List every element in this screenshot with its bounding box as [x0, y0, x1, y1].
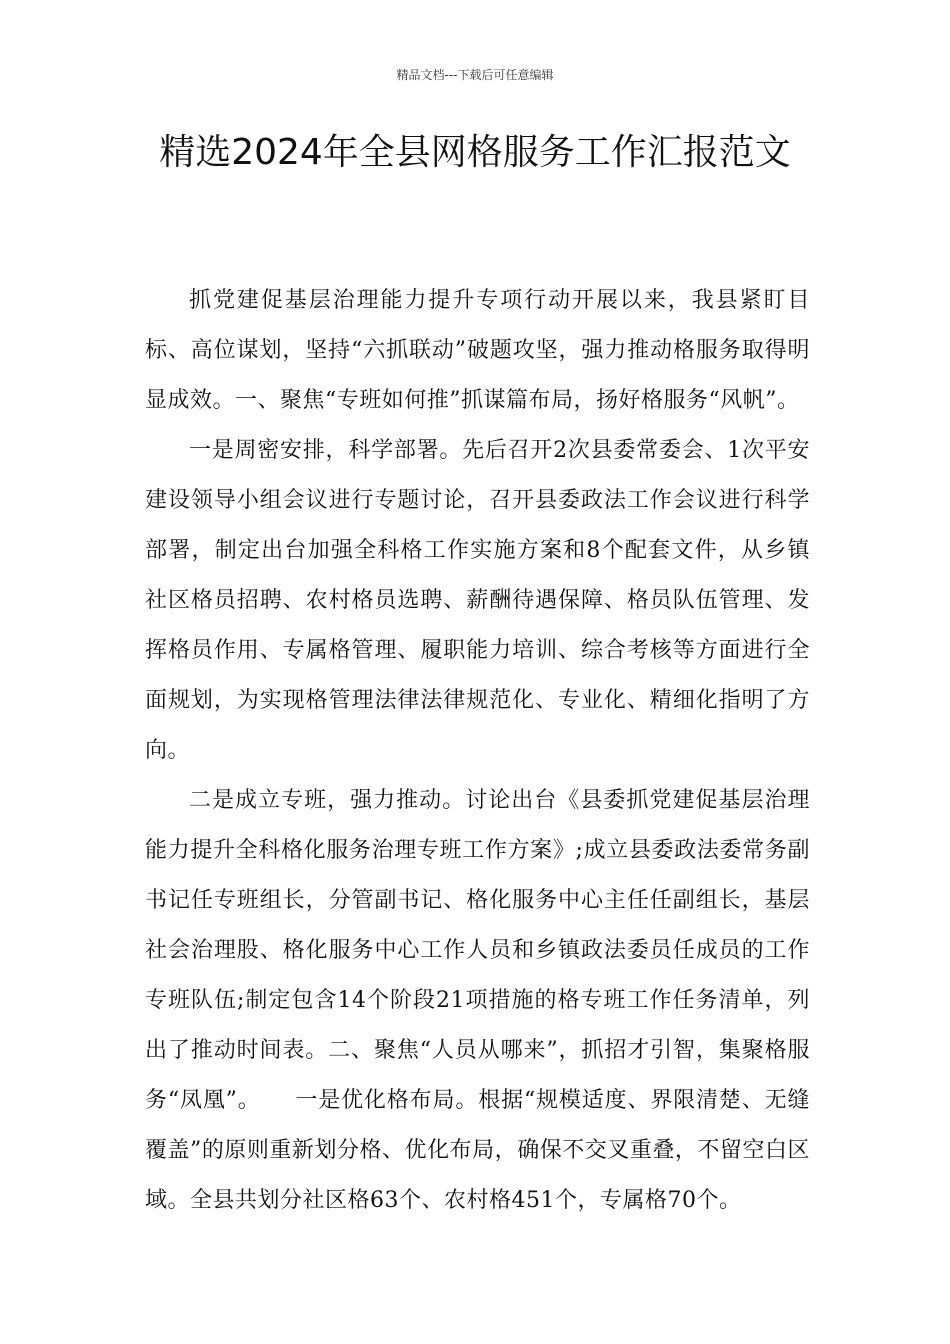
- paragraph-1: 抓党建促基层治理能力提升专项行动开展以来，我县紧盯目标、高位谋划，坚持“六抓联动”破题攻坚，强力推动格服务取得明显成效。一、聚焦“专班如何推”抓谋篇布局，扬好格服务“风帆”。: [145, 288, 810, 413]
- paragraph-3: 二是成立专班，强力推动。讨论出台《县委抓党建促基层治理能力提升全科格化服务治理专班工作方案》;成立县委政法委常务副书记任专班组长，分管副书记、格化服务中心主任任副组长，基层社会治理股、格化服务中心工作人员和乡镇政法委员任成员的工作专班队伍;制定包含14个阶段21项措施的格专班工作任务清单，列出了推动时间表。二、聚焦“人员从哪来”，抓招才引智，集聚格服务“凤凰”。 一是优化格布局。根据“规模适度、界限清楚、无缝覆盖”的原则重新划分格、优化布局，确保不交叉重叠，不留空白区域。全县共划分社区格63个、农村格451个，专属格70个。: [145, 788, 810, 1213]
- document-body: [145, 276, 810, 1226]
- paragraph-2: 一是周密安排，科学部署。先后召开2次县委常委会、1次平安建设领导小组会议进行专题讨论，召开县委政法工作会议进行科学部署，制定出台加强全科格工作实施方案和8个配套文件，从乡镇社区格员招聘、农村格员选聘、薪酬待遇保障、格员队伍管理、发挥格员作用、专属格管理、履职能力培训、综合考核等方面进行全面规划，为实现格管理法律法律规范化、专业化、精细化指明了方向。: [145, 438, 810, 763]
- header-note: 精品文档---下载后可任意编辑: [396, 68, 554, 82]
- document-title: 精选2024年全县网格服务工作汇报范文: [159, 132, 791, 173]
